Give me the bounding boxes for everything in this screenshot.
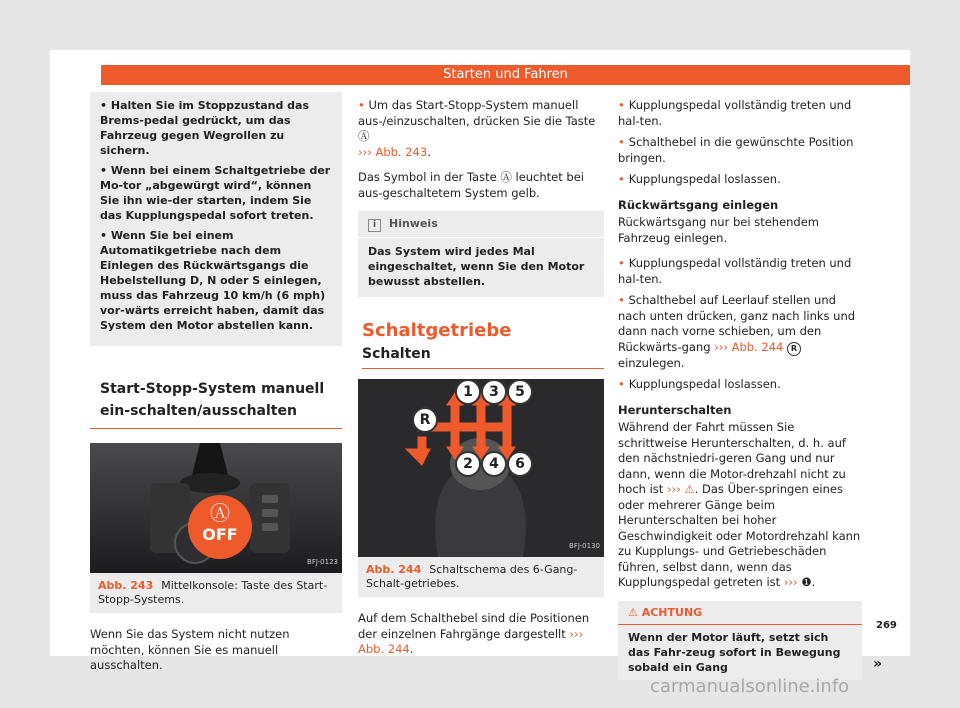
gear-r-label: R (412, 407, 438, 433)
note-box (358, 211, 604, 297)
warning-text: Wenn der Motor läuft, setzt sich das Fahr-zeug sofort in Bewegung sobald ein Gang (628, 631, 841, 674)
section-title-wrap (90, 378, 342, 429)
column-3 (618, 98, 882, 680)
start-stop-symbol-icon: Ⓐ (500, 170, 512, 184)
figure-ref-244b[interactable]: ››› Abb. 244 (714, 339, 784, 354)
positions-paragraph: Auf dem Schalthebel sind die Positionen der einzelnen Fahrgänge dargestellt ››› Abb. 244. (358, 611, 590, 656)
downshift-paragraph: Während der Fahrt müssen Sie schrittweise Herunterschalten, d. h. auf den nächstniedri-geren Gang und nur dann, wenn die Motor-drehzahl nicht zu hoch ist ››› ⚠. Das Über-springen eines oder mehrerer Gänge beim Herunterschalten bei hoher Geschwindigkeit oder Motordrehzahl kann zu Kupplungs- und Getriebeschäden führen, selbst dann, wenn das Kupplungspedal getreten ist ››› ❶. (618, 420, 861, 589)
gear-6-label: 6 (507, 451, 533, 477)
gear-4-label: 4 (481, 451, 507, 477)
warning-box (618, 601, 882, 681)
column-2 (358, 98, 604, 658)
figure-ref-244[interactable]: ››› Abb. 244 (358, 626, 584, 656)
chapter-header: Starten und Fahren (101, 65, 910, 85)
subsection-title: Schalten (362, 347, 604, 370)
figure-243-image (90, 443, 342, 573)
step-1: • Kupplungspedal vollständig treten und hal-ten. (618, 98, 862, 129)
start-stop-off-icon: Ⓐ OFF (188, 495, 252, 559)
gear-2-label: 2 (455, 451, 481, 477)
warning-header: ⚠ ACHTUNG (618, 601, 862, 626)
step-3: • Kupplungspedal loslassen. (618, 172, 862, 188)
note-text: Das System wird jedes Mal eingeschaltet, wenn Sie den Motor bewusst abstellen. (368, 245, 585, 288)
chapter-title: Schaltgetriebe (362, 320, 512, 341)
info-icon: i (368, 219, 381, 232)
reverse-paragraph: Rückwärtsgang nur bei stehendem Fahrzeug einlegen. (618, 215, 820, 245)
caution-bullets-box (90, 92, 342, 346)
warning-triangle-icon: ⚠ (628, 605, 638, 619)
figure-244-image (358, 379, 604, 557)
figure-243-caption: Abb. 243 Mittelkonsole: Taste des Start-Stopp-Systems. (90, 573, 342, 613)
page-number: 269 (876, 620, 897, 631)
toggle-instruction: • Um das Start-Stopp-System manuell aus-/einzuschalten, drücken Sie die Taste Ⓐ ››› Abb. 243. (358, 98, 596, 159)
figure-code: BFJ-0130 (569, 541, 600, 550)
box-bullet-2: • Wenn bei einem Schaltgetriebe der Mo-tor „abgewürgt wird“, können Sie ihn wie-der starten, indem Sie das Kupplungspedal sofort treten. (100, 164, 331, 222)
figure-code: BFJ-0123 (307, 557, 338, 566)
reverse-step-3: • Kupplungspedal loslassen. (618, 377, 862, 393)
section-title: Start-Stopp-System manuell ein-schalten/ausschalten (100, 381, 325, 419)
gear-1-label: 1 (455, 379, 481, 405)
step-2: • Schalthebel in die gewünschte Position bringen. (618, 135, 862, 166)
note-header: i Hinweis (358, 211, 604, 238)
reverse-step-1: • Kupplungspedal vollständig treten und hal-ten. (618, 256, 862, 287)
gear-5-label: 5 (507, 379, 533, 405)
box-bullet-3: • Wenn Sie bei einem Automatikgetriebe nach dem Einlegen des Rückwärtsgangs die Hebelstellung D, N oder S einlegen, muss das Fahrzeug 10 km/h (6 mph) vor-wärts erreicht haben, damit das System den Motor abstellen kann. (100, 229, 326, 332)
r-gear-badge: R (787, 342, 801, 356)
gear-3-label: 3 (481, 379, 507, 405)
figure-ref-243[interactable]: ››› Abb. 243 (358, 144, 428, 159)
start-stop-symbol-icon: Ⓐ (358, 129, 370, 143)
warning-icon: ⚠ (684, 482, 695, 496)
manual-page (50, 50, 910, 674)
symbol-paragraph: Das Symbol in der Taste Ⓐ leuchtet bei aus-geschaltetem System gelb. (358, 170, 584, 200)
reverse-step-2: • Schalthebel auf Leerlauf stellen und nach unten drücken, ganz nach links und dann nach vorne schieben, um den Rückwärts-gang ››› Abb. 244 R einzulegen. (618, 293, 856, 370)
continued-mark: » (872, 655, 882, 672)
downshift-heading: Herunterschalten (618, 402, 732, 417)
intro-paragraph: Wenn Sie das System nicht nutzen möchten, können Sie es manuell ausschalten. (90, 627, 290, 672)
column-1 (90, 92, 342, 674)
attention-icon: ❶ (801, 575, 812, 589)
figure-244-caption: Abb. 244 Schaltschema des 6-Gang-Schalt-getriebes. (358, 557, 604, 597)
box-bullet-1: • Halten Sie im Stoppzustand das Brems-pedal gedrückt, um das Fahrzeug gegen Wegrollen zu sichern. (100, 99, 310, 157)
watermark: carmanualsonline.info (650, 676, 850, 697)
reverse-heading: Rückwärtsgang einlegen (618, 197, 779, 212)
